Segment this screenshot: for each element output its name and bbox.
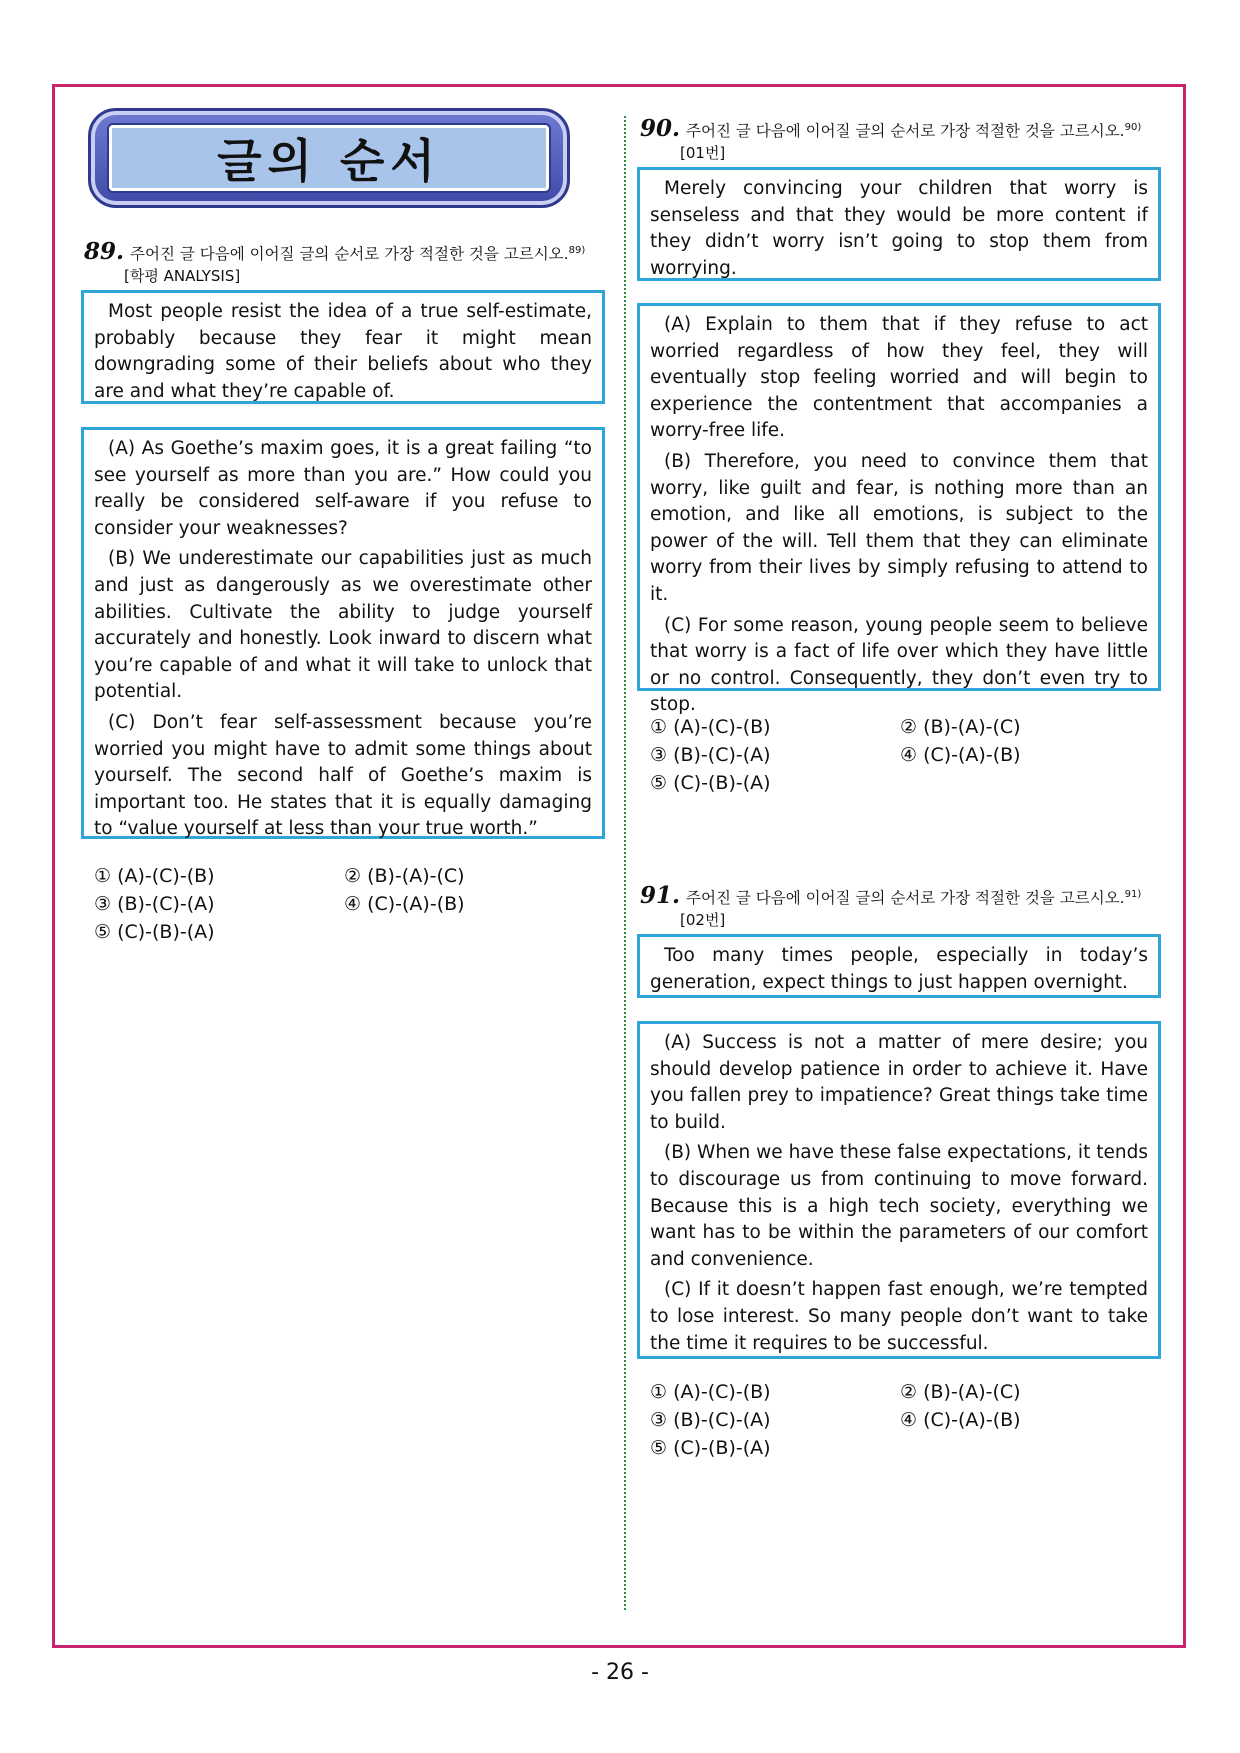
column-divider [624, 116, 626, 1610]
choice-4[interactable]: ④ (C)-(A)-(B) [900, 1409, 1021, 1431]
question-89-choices [94, 862, 594, 946]
question-instruction: 주어진 글 다음에 이어질 글의 순서로 가장 적절한 것을 고르시오. [686, 122, 1125, 141]
paragraph-c: (C) For some reason, young people seem to believe that worry is a fact of life over which they have little or no control. Consequently, they don’t even try to stop. [650, 614, 1148, 716]
question-89-given-passage [81, 290, 605, 404]
paragraph-c: (C) Don’t fear self-assessment because you’re worried you might have to admit some things about yourself. The second half of Goethe’s maxim is important too. He states that it is equally damaging to “value yourself at less than your true worth.” [94, 711, 592, 840]
question-90-given-passage [637, 167, 1161, 281]
question-source: [01번] [680, 144, 726, 163]
choice-2[interactable]: ② (B)-(A)-(C) [900, 716, 1021, 738]
page-title: 글의 순서 [109, 125, 549, 191]
choice-2[interactable]: ② (B)-(A)-(C) [900, 1381, 1021, 1403]
given-text: Too many times people, especially in today’s generation, expect things to just happen overnight. [650, 945, 1148, 993]
question-89-paragraphs [81, 427, 605, 839]
question-source: [02번] [680, 911, 726, 930]
choice-4[interactable]: ④ (C)-(A)-(B) [344, 893, 465, 915]
choice-3[interactable]: ③ (B)-(C)-(A) [94, 893, 215, 915]
page-number: - 26 - [591, 1660, 649, 1685]
choice-1[interactable]: ① (A)-(C)-(B) [650, 1381, 771, 1403]
given-text: Merely convincing your children that worry is senseless and that they would be more content if they didn’t worry isn’t going to stop them from worrying. [650, 178, 1148, 279]
given-text: Most people resist the idea of a true self-estimate, probably because they fear it might mean downgrading some of their beliefs about who they are and what they’re capable of. [94, 301, 592, 402]
choice-5[interactable]: ⑤ (C)-(B)-(A) [650, 1437, 771, 1459]
paragraph-b: (B) Therefore, you need to convince them that worry, like guilt and fear, is nothing more than an emotion, and like all emotions, is subject to the power of the will. Tell them that they can eliminate worry from their lives by simply refusing to attend to it. [650, 450, 1148, 605]
footnote-marker: 89) [568, 245, 586, 256]
choice-3[interactable]: ③ (B)-(C)-(A) [650, 744, 771, 766]
question-91-given-passage [637, 934, 1161, 998]
choice-4[interactable]: ④ (C)-(A)-(B) [900, 744, 1021, 766]
choice-5[interactable]: ⑤ (C)-(B)-(A) [94, 921, 215, 943]
question-instruction: 주어진 글 다음에 이어질 글의 순서로 가장 적절한 것을 고르시오. [130, 245, 569, 264]
paragraph-b: (B) When we have these false expectations, it tends to discourage us from continuing to move forward. Because this is a high tech society, everything we want has to be within the parameters of our comfort and convenience. [650, 1142, 1148, 1270]
footnote-marker: 91) [1124, 889, 1142, 900]
question-89-header [84, 240, 614, 287]
title-banner [88, 108, 570, 208]
paragraph-b: (B) We underestimate our capabilities just as much and just as dangerously as we overestimate other abilities. Cultivate the ability to judge yourself accurately and honestly. Look inward to discern what you’re capable of and what it will take to unlock that potential. [94, 548, 592, 703]
footnote-marker: 90) [1124, 122, 1142, 133]
paragraph-c: (C) If it doesn’t happen fast enough, we’re tempted to lose interest. So many people don’t want to take the time it requires to be successful. [650, 1279, 1148, 1354]
choice-1[interactable]: ① (A)-(C)-(B) [650, 716, 771, 738]
choice-5[interactable]: ⑤ (C)-(B)-(A) [650, 772, 771, 794]
paragraph-a: (A) Success is not a matter of mere desire; you should develop patience in order to achieve it. Have you fallen prey to impatience? Great things take time to build. [650, 1032, 1148, 1133]
paragraph-a: (A) Explain to them that if they refuse to act worried regardless of how they feel, they will eventually stop feeling worried and will begin to experience the contentment that accompanies a worry-free life. [650, 314, 1148, 442]
question-number: 89. [84, 238, 125, 266]
choice-1[interactable]: ① (A)-(C)-(B) [94, 865, 215, 887]
question-instruction: 주어진 글 다음에 이어질 글의 순서로 가장 적절한 것을 고르시오. [686, 889, 1125, 908]
question-number: 90. [640, 115, 681, 143]
choice-3[interactable]: ③ (B)-(C)-(A) [650, 1409, 771, 1431]
question-91-header [640, 884, 1186, 931]
paragraph-a: (A) As Goethe’s maxim goes, it is a great failing “to see yourself as more than you are.” How could you really be considered self-aware if you refuse to consider your weaknesses? [94, 438, 592, 539]
choice-2[interactable]: ② (B)-(A)-(C) [344, 865, 465, 887]
question-source: [학평 ANALYSIS] [124, 267, 241, 286]
question-number: 91. [640, 882, 681, 910]
question-91-paragraphs [637, 1021, 1161, 1359]
question-90-header [640, 117, 1186, 164]
question-90-paragraphs [637, 303, 1161, 716]
question-90-choices [650, 713, 1150, 797]
question-91-choices [650, 1378, 1150, 1462]
